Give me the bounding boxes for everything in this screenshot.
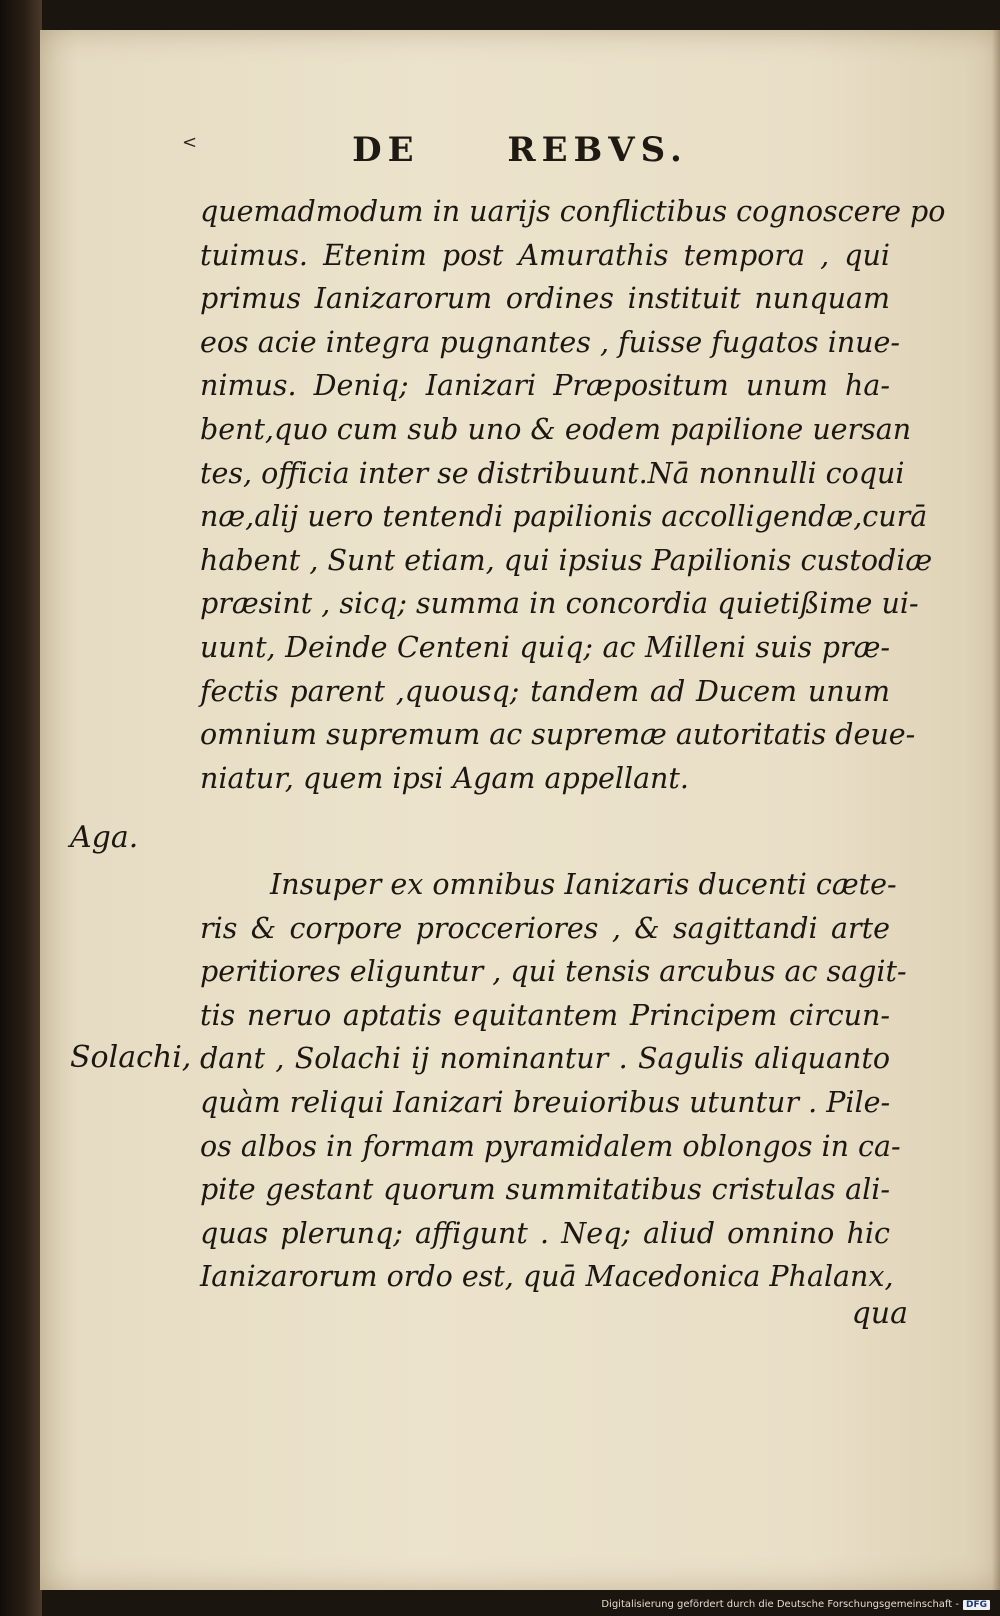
catchword: qua <box>851 1296 908 1331</box>
text-line: quemadmodum in uarijs conflictibus cognoscere po <box>200 195 946 228</box>
text-line: nimus. Deniq; Ianizari Præpositum unum ha- <box>200 369 890 403</box>
paragraph-2 <box>200 863 907 1299</box>
text-line: fectis parent ,quousq; tandem ad Ducem unum <box>200 674 890 708</box>
text-line: Ianizarorum ordo est, quā Macedonica Phalanx, <box>200 1260 894 1294</box>
text-line: tes, officia inter se distribuunt.Nā nonnulli coqui <box>200 456 905 490</box>
digitization-footer <box>601 1599 990 1610</box>
running-head: DE REBVS. <box>352 130 688 170</box>
text-line: ris & corpore procceriores , & sagittandi arte <box>200 911 890 945</box>
text-line: bent,quo cum sub uno & eodem papilione uersan <box>200 412 912 446</box>
paragraph-1 <box>200 190 946 800</box>
text-line: uunt, Deinde Centeni quiq; ac Milleni suis præ- <box>200 630 890 664</box>
page-edge <box>992 30 1000 1590</box>
marginal-note-aga: Aga. <box>70 820 139 855</box>
text-line: omnium supremum ac supremæ autoritatis deue- <box>200 718 916 752</box>
text-line: præsint , sicq; summa in concordia quietißime ui- <box>200 587 919 621</box>
footer-credit: Digitalisierung gefördert durch die Deutsche Forschungsgemeinschaft - <box>601 1599 959 1610</box>
text-line: quas plerunq; affigunt . Neq; aliud omnino hic <box>200 1216 890 1250</box>
text-line: peritiores eliguntur , qui tensis arcubus ac sagit- <box>200 955 907 989</box>
text-line: niatur, quem ipsi Agam appellant. <box>200 761 689 795</box>
text-line: tis neruo aptatis equitantem Principem circun- <box>200 998 890 1032</box>
text-line: næ,alij uero tentendi papilionis accolligendæ,curā <box>200 500 928 534</box>
text-line: tuimus. Etenim post Amurathis tempora , qui <box>200 238 890 272</box>
text-line: habent , Sunt etiam, qui ipsius Papilionis custodiæ <box>200 543 933 577</box>
text-line: Insuper ex omnibus Ianizaris ducenti cæte- <box>270 868 897 901</box>
marginal-note-solachi: Solachi, <box>70 1040 192 1075</box>
text-line: primus Ianizarorum ordines instituit nunquam <box>200 282 890 316</box>
margin-mark: < <box>182 132 198 153</box>
dfg-logo: DFG <box>963 1600 990 1610</box>
book-page <box>40 30 1000 1590</box>
text-line: os albos in formam pyramidalem oblongos in ca- <box>200 1129 901 1163</box>
book-spine <box>0 0 42 1616</box>
text-line: pite gestant quorum summitatibus cristulas ali- <box>200 1173 890 1207</box>
text-line: eos acie integra pugnantes , fuisse fugatos inue- <box>200 325 901 359</box>
text-line: dant , Solachi ij nominantur . Sagulis aliquanto <box>200 1042 890 1076</box>
text-line: quàm reliqui Ianizari breuioribus utuntur . Pile- <box>200 1085 891 1119</box>
